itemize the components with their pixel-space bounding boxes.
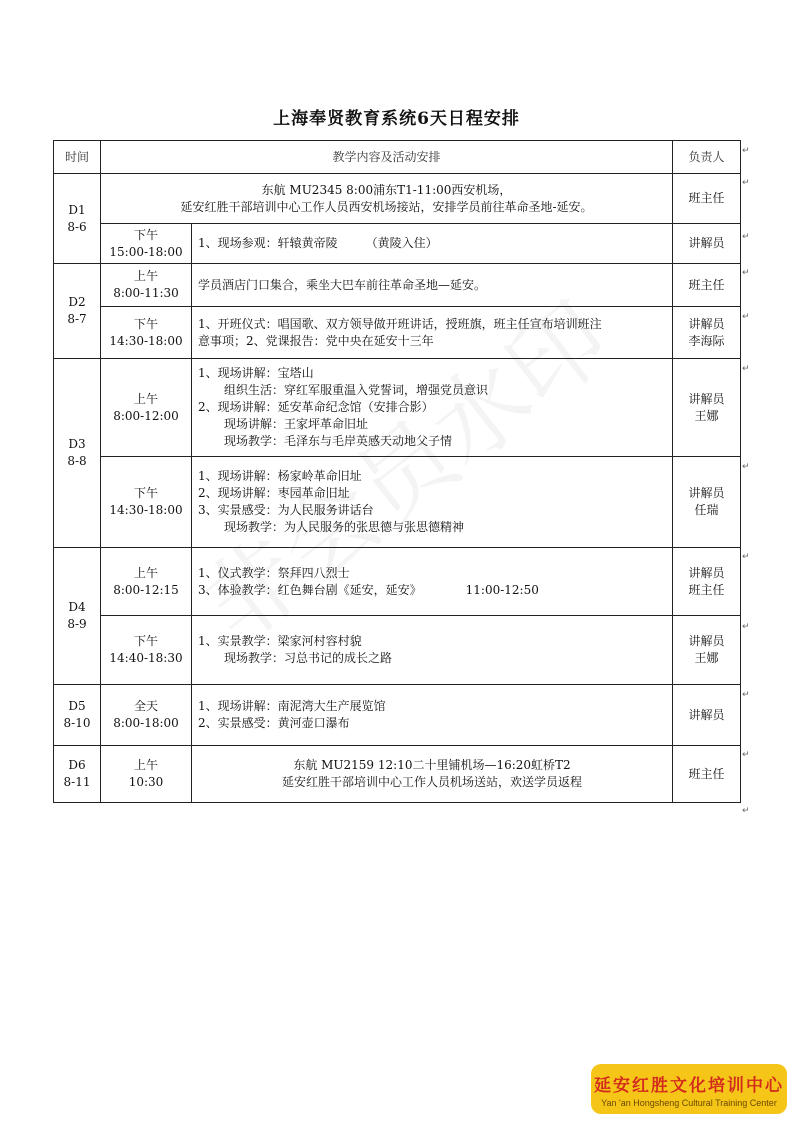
content-cell [192,307,673,359]
time-range: 8:00-12:00 [113,408,179,423]
time-range: 14:30-18:00 [109,333,183,348]
content-cell [192,616,673,685]
table-row [54,174,741,224]
table-row [54,457,741,548]
person-name: 王娜 [694,408,719,423]
content-line: 意事项；2、党课报告：党中央在延安十三年 [198,333,434,348]
day-label: D2 [68,295,86,309]
person-name: 讲解员 [688,707,725,722]
person-cell [673,307,741,359]
day-cell [54,359,101,548]
person-name: 讲解员 [688,486,725,500]
table-row [54,359,741,457]
paragraph-mark-icon: ↵ [742,268,750,278]
paragraph-mark-icon: ↵ [742,146,750,156]
time-range: 10:30 [128,775,164,789]
day-cell [54,264,101,359]
time-cell [101,685,192,746]
time-label: 上午 [133,565,158,580]
center-logo [591,1064,787,1114]
header-content: 教学内容及活动安排 [101,141,673,174]
content-line [198,582,666,599]
table-row [54,746,741,803]
paragraph-mark-icon: ↵ [742,806,750,816]
day-label: D5 [68,699,86,713]
content-line: 3、实景感受：为人民服务讲话台 [198,503,374,517]
paragraph-mark-icon: ↵ [742,690,750,700]
day-cell [54,174,101,264]
table-row [54,685,741,746]
day-date: 8-7 [67,312,87,326]
content-line: 2、现场讲解：延安革命纪念馆（安排合影） [198,400,434,414]
person-name: 任瑞 [694,503,719,517]
person-cell [673,746,741,803]
table-row [54,224,741,264]
person-cell [673,264,741,307]
paragraph-mark-icon: ↵ [742,462,750,472]
time-range: 14:40-18:30 [109,651,183,665]
time-label: 上午 [133,758,158,772]
person-cell [673,457,741,548]
table-row [54,264,741,307]
header-time: 时间 [54,141,101,174]
content-note: 11:00-12:50 [465,582,539,597]
paragraph-mark-icon: ↵ [742,622,750,632]
day-date: 8-9 [67,617,87,631]
person-name: 班主任 [688,766,725,781]
time-cell [101,548,192,616]
content-line: 1、开班仪式：唱国歌、双方领导做开班讲话，授班旗，班主任宣布培训班注 [198,316,602,331]
content-line: 延安红胜干部培训中心工作人员机场送站，欢送学员返程 [281,775,582,789]
content-cell [192,685,673,746]
day-label: D4 [68,600,86,614]
schedule-table [53,140,741,803]
day-cell [54,746,101,803]
person-name: 李海际 [688,333,725,348]
content-line: 现场教学：为人民服务的张思德与张思德精神 [224,520,465,534]
time-range: 8:00-18:00 [113,716,179,730]
content-line: 东航 MU2345 8:00浦东T1-11:00西安机场， [261,182,512,197]
content-line: 现场讲解：王家坪革命旧址 [224,417,369,431]
header-person: 负责人 [673,141,741,174]
time-range: 8:00-12:15 [113,582,179,597]
time-cell [101,307,192,359]
paragraph-mark-icon: ↵ [742,232,750,242]
person-name: 班主任 [688,277,725,292]
content-line [198,235,666,252]
content-line: 1、实景教学：梁家河村容村貌 [198,634,362,648]
content-line: 1、现场讲解：南泥湾大生产展览馆 [198,699,386,713]
table-row [54,616,741,685]
time-cell [101,264,192,307]
day-label: D3 [68,437,86,451]
time-label: 下午 [133,486,158,500]
time-cell [101,457,192,548]
time-label: 下午 [133,634,158,648]
time-cell [101,616,192,685]
table-header-row [54,141,741,174]
time-label: 下午 [133,316,158,331]
content-line: 现场教学：毛泽东与毛岸英感天动地父子情 [224,434,453,448]
person-cell [673,359,741,457]
day-date: 8-8 [67,454,87,468]
table-row [54,548,741,616]
time-cell [101,746,192,803]
day-label: D1 [68,202,86,217]
person-name: 王娜 [694,651,719,665]
time-label: 上午 [133,391,158,406]
content-line: 2、现场讲解：枣园革命旧址 [198,486,350,500]
paragraph-mark-icon: ↵ [742,750,750,760]
time-range: 14:30-18:00 [109,503,183,517]
day-cell [54,685,101,746]
time-range: 15:00-18:00 [109,244,183,259]
time-cell [101,359,192,457]
content-line: 学员酒店门口集合，乘坐大巴车前往革命圣地—延安。 [198,277,487,292]
content-line: 1、仪式教学：祭拜四八烈士 [198,565,350,580]
person-name: 讲解员 [688,565,725,580]
logo-cn-text: 延安红胜文化培训中心 [594,1075,784,1096]
content-cell [192,264,673,307]
time-label: 全天 [133,699,158,713]
person-cell [673,224,741,264]
time-range: 8:00-11:30 [113,286,179,300]
person-cell [673,685,741,746]
day-date: 8-11 [63,775,91,789]
content-cell [192,746,673,803]
content-cell [192,457,673,548]
content-line: 现场教学：习总书记的成长之路 [224,651,393,665]
person-name: 班主任 [688,191,725,205]
content-line: 延安红胜干部培训中心工作人员西安机场接站，安排学员前往革命圣地-延安。 [180,199,593,214]
person-name: 讲解员 [688,391,725,406]
logo-en-text: Yan 'an Hongsheng Cultural Training Center [601,1097,777,1108]
content-cell [192,548,673,616]
day-cell [54,548,101,685]
table-row [54,307,741,359]
day-label: D6 [68,758,86,772]
content-line: 东航 MU2159 12:10二十里铺机场—16:20虹桥T2 [293,758,571,772]
content-line: 组织生活：穿红军服重温入党誓词，增强党员意识 [224,383,489,397]
time-label: 下午 [133,227,158,242]
page-title: 上海奉贤教育系统6天日程安排 [273,109,520,129]
person-cell [673,174,741,224]
content-cell [192,224,673,264]
content-line: 1、现场讲解：杨家岭革命旧址 [198,469,362,483]
content-text: 1、现场参观：轩辕黄帝陵 [198,236,338,250]
paragraph-mark-icon: ↵ [742,178,750,188]
person-cell [673,616,741,685]
time-cell [101,224,192,264]
content-cell [192,359,673,457]
content-cell [101,174,673,224]
person-name: 讲解员 [688,236,725,250]
content-line: 1、现场讲解：宝塔山 [198,366,314,380]
paragraph-mark-icon: ↵ [742,552,750,562]
content-line: 2、实景感受：黄河壶口瀑布 [198,716,350,730]
person-name: 讲解员 [688,316,725,331]
content-note: （黄陵入住） [365,236,438,250]
content-text: 3、体验教学：红色舞台剧《延安，延安》 [198,582,422,597]
day-date: 8-6 [67,219,87,234]
paragraph-mark-icon: ↵ [742,364,750,374]
person-name: 讲解员 [688,634,725,648]
day-date: 8-10 [63,716,91,730]
time-label: 上午 [133,269,158,283]
person-name: 班主任 [688,582,725,597]
paragraph-mark-icon: ↵ [742,312,750,322]
person-cell [673,548,741,616]
